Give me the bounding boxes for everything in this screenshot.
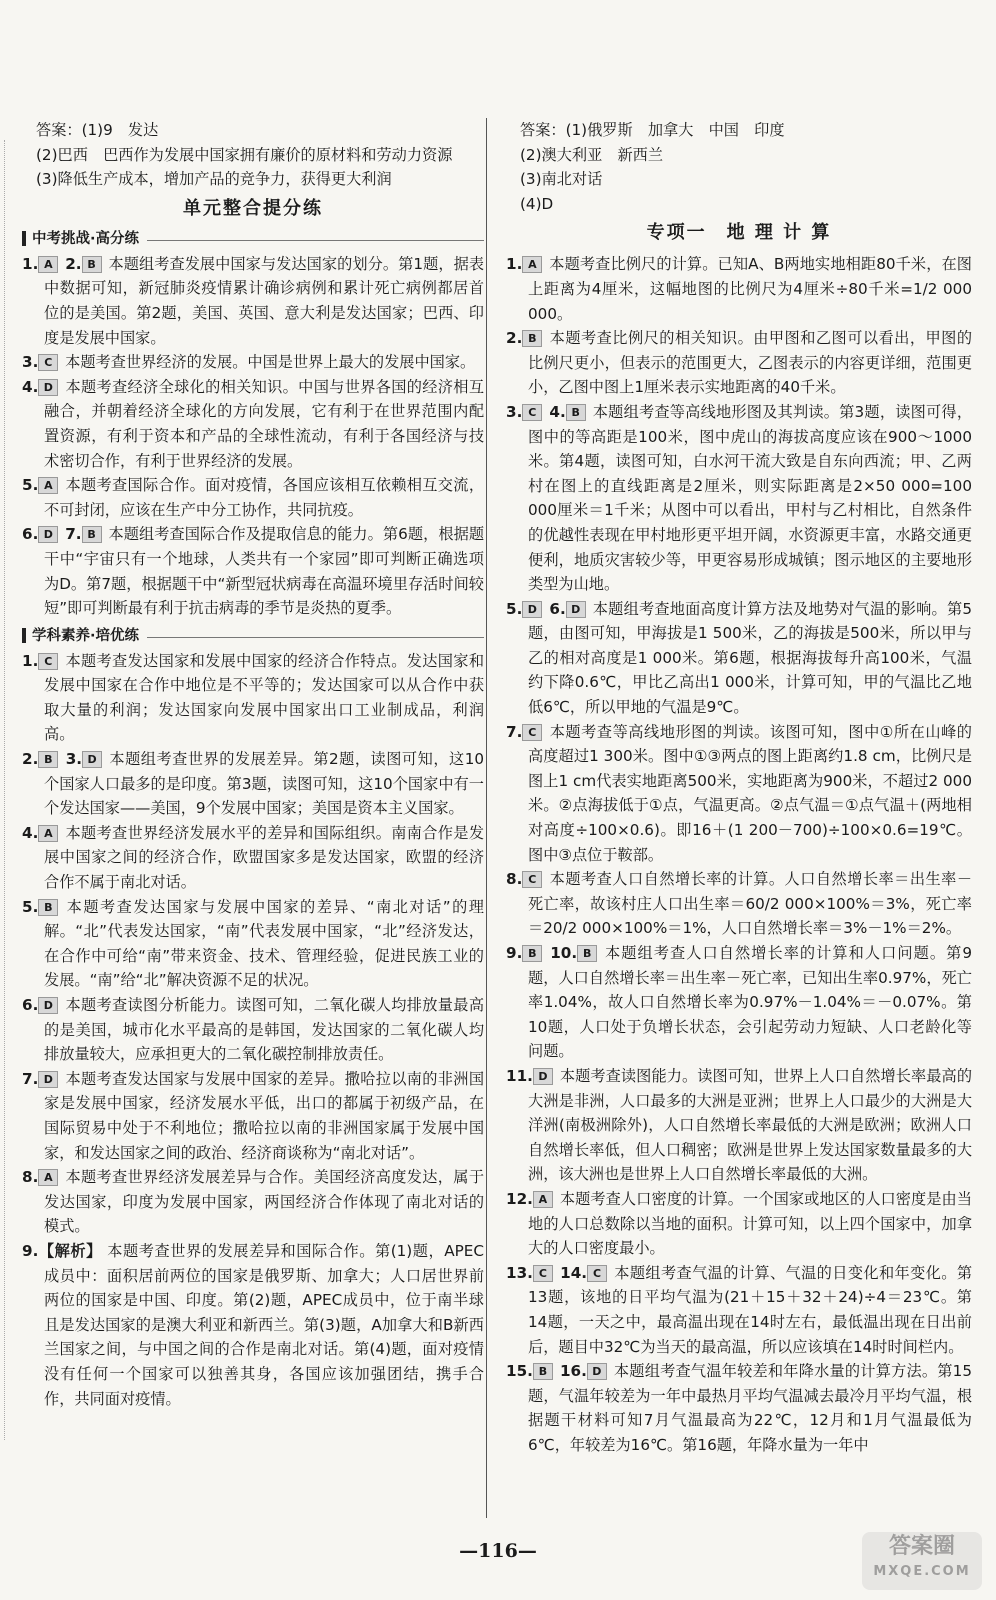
question-item: 1. C 本题考查发达国家和发展中国家的经济合作特点。发达国家和发展中国家在合作中地位是不平等的；发达国家可以从合作中获取大量的利润；发达国家向发展中国家出口工业制成品，利润高。 [22,651,485,744]
question-text: 本题考查经济全球化的相关知识。中国与世界各国的经济相互融合，并朝着经济全球化的方向发展，它有利于在世界范围内配置资源，有利于资本和产品的全球性流动，有利于各国经济与技术密切合作，有利于世界经济的发展。 [44,377,485,470]
question-item: 5. A 本题考查国际合作。面对疫情，各国应该相互依赖相互交流，不可封闭，应该在生产中分工协作，共同抗疫。 [22,476,485,519]
answer-badge: B [522,330,542,347]
answer-line4: (4)D [520,194,554,213]
answer-badge: B [522,945,542,962]
answer-badge: A [533,1191,553,1208]
right-column [506,118,972,1457]
question-text: 本题考查读图分析能力。读图可知，二氧化碳人均排放量最高的是美国，城市化水平最高的是韩国，发达国家的二氧化碳人均排放量较大，应承担更大的二氧化碳控制排放责任。 [44,996,485,1064]
question-text: 本题组考查等高线地形图及其判读。第3题，读图可得，图中的等高距是100米，图中虎山的海拔高度应该在900～1000米。第4题，读图可知，白水河干流大致是自东向西流；甲、乙两村在图上的直线距离是2厘米，则实际距离是2×50 000=100 000厘米＝1千米；从图中可以看出，甲村与乙村相比，自然条件的优越性表现在甲村地形更平坦开阔，水资源更丰富，水路交通更便利，地质灾害较少等，甲更容易形成城镇；图示地区的主要地形类型为山地。 [528,402,973,594]
answer-badge: D [587,1363,607,1380]
question-item: 9. B 10. B 本题组考查人口自然增长率的计算和人口问题。第9题，人口自然增长率＝出生率－死亡率，已知出生率0.97%，死亡率1.04%，故人口自然增长率为0.97%－1.04%＝－0.07%。第10题，人口处于负增长状态，会引起劳动力短缺、人口老龄化等问题。 [506,944,973,1061]
question-text: 本题考查世界经济的发展。中国是世界上最大的发展中国家。 [65,353,476,372]
question-item: 9.【解析】 本题考查世界的发展差异和国际合作。第(1)题，APEC成员中：面积居前两位的国家是俄罗斯、加拿大；人口居世界前两位的国家是中国、印度。第(2)题，APEC成员中，位于南半球且是发达国家的是澳大利亚和新西兰。第(3)题，A加拿大和B新西兰国家之间，与中国之间的合作是南北对话。第(4)题，面对疫情没有任何一个国家可以独善其身，各国应该加强团结，携手合作，共同面对疫情。 [22,1241,485,1408]
special-topic-title: 专项一 地 理 计 算 [646,222,832,244]
answer-badge: C [38,354,58,371]
question-text: 本题组考查气温年较差和年降水量的计算方法。第15题，气温年较差为一年中最热月平均气温减去最冷月平均气温，根据题干材料可知7月气温最高为22℃，12月和1月气温最低为6℃，年较差为16℃。第16题，年降水量为一年中 [528,1362,973,1454]
analysis-label: 【解析】 [38,1241,102,1260]
answer-badge: B [82,526,102,543]
section-bar-icon [22,628,26,643]
answer-badge: D [566,601,586,618]
answer-badge: B [38,751,58,768]
question-item: 4. D 本题考查经济全球化的相关知识。中国与世界各国的经济相互融合，并朝着经济全球化的方向发展，它有利于在世界范围内配置资源，有利于资本和产品的全球性流动，有利于各国经济与技术密切合作，有利于世界经济的发展。 [22,377,485,470]
answer-line1: 答案：(1)俄罗斯 加拿大 中国 印度 [520,121,785,139]
question-item: 5. B 本题考查发达国家与发展中国家的差异、“南北对话”的理解。“北”代表发达国家，“南”代表发展中国家，“北”经济发达，在合作中可给“南”带来资金、技术、管理经验，促进民族工业的发展。“南”给“北”解决资源不足的状况。 [22,897,484,990]
column-divider [486,118,487,1518]
left-column [22,118,484,1411]
answer-badge: B [566,404,586,421]
question-text: 本题考查世界经济发展水平的差异和国际组织。南南合作是发展中国家之间的经济合作，欧盟国家多是发达国家，欧盟的经济合作不属于南北对话。 [44,823,485,892]
question-item: 1. A 本题考查比例尺的计算。已知A、B两地实地相距80千米，在图上距离为4厘米，这幅地图的比例尺为4厘米÷80千米=1/2 000 000。 [506,255,972,323]
watermark-text: 答案圈 [888,1534,955,1559]
answer-badge: D [38,379,58,396]
question-text: 本题考查国际合作。面对疫情，各国应该相互依赖相互交流，不可封闭，应该在生产中分工协作，共同抗疫。 [44,476,485,519]
answer-badge: D [533,1068,553,1085]
question-text: 本题考查读图能力。读图可知，世界上人口自然增长率最高的大洲是非洲，人口最多的大洲是亚洲；世界上人口最少的大洲是大洋洲(南极洲除外)，人口自然增长率最低的大洲是欧洲；欧洲人口自然增长率低，但人口稠密；欧洲是世界上发达国家数量最多的大洲，该大洲也是世界上人口自然增长率最低的大洲。 [528,1066,973,1184]
question-text: 本题组考查世界的发展差异。第2题，读图可知，这10个国家人口最多的是印度。第3题，读图可知，这10个国家中有一个发达国家——美国，9个发展中国家；美国是资本主义国家。 [44,750,485,818]
answer-line3: (3)南北对话 [520,170,603,189]
answer-badge: C [38,653,58,670]
answer-badge: C [533,1265,553,1282]
answer-badge: D [38,526,58,543]
question-text: 本题组考查地面高度计算方法及地势对气温的影响。第5题，由图可知，甲海拔是1 500米，乙的海拔是500米，所以甲与乙的相对高度是1 000米。第6题，根据海拔每升高100米，气温约下降0.6℃，甲比乙高出1 000米，计算可知，甲的气温比乙地低6℃，所以甲地的气温是9℃。 [528,599,973,717]
answer-badge: C [522,871,542,888]
question-item: 15. B 16. D 本题组考查气温年较差和年降水量的计算方法。第15题，气温年较差为一年中最热月平均气温减去最冷月平均气温，根据题干材料可知7月气温最高为22℃，12月和1月气温最低为6℃，年较差为16℃。第16题，年降水量为一年中 [506,1362,973,1454]
answer-badge: A [38,1169,58,1186]
section-title: 学科素养·培优练 [32,627,140,644]
question-item: 8. C 本题考查人口自然增长率的计算。人口自然增长率＝出生率－死亡率，故该村庄人口出生率＝60/2 000×100%＝3%，死亡率＝20/2 000×100%＝1%，人口自然增长率＝3%－1%＝2%。 [506,870,973,938]
question-text: 本题组考查人口自然增长率的计算和人口问题。第9题，人口自然增长率＝出生率－死亡率，已知出生率0.97%，死亡率1.04%，故人口自然增长率为0.97%－1.04%＝－0.07%。第10题，人口处于负增长状态，会引起劳动力短缺、人口老龄化等问题。 [528,944,973,1061]
question-item: 2. B 本题考查比例尺的相关知识。由甲图和乙图可以看出，甲图的比例尺更小，但表示的范围更大，乙图表示的内容更详细，范围更小，乙图中图上1厘米表示实地距离的40千米。 [506,329,973,397]
answer-badge: D [522,601,542,618]
answer-badge: A [38,825,58,842]
answer-badge: C [587,1265,607,1282]
question-text: 本题考查等高线地形图的判读。该图可知，图中①所在山峰的高度超过1 300米。图中①③两点的图上距离约1.8 cm，比例尺是图上1 cm代表实地距离500米，实地距离为900米，不超过2 000米。②点海拔低于①点，气温更高。②点气温＝①点气温＋(两地相对高度÷100×0.6)。即16＋(1 200－700)÷100×0.6=19℃。图中③点位于鞍部。 [528,722,972,864]
question-text: 本题考查发达国家与发展中国家的差异。撒哈拉以南的非洲国家是发展中国家，经济发展水平低，出口的都属于初级产品，在国际贸易中处于不利地位；撒哈拉以南的非洲国家属于发展中国家，和发达国家之间的政治、经济商谈称为“南北对话”。 [44,1069,485,1162]
question-item: 6. D 本题考查读图分析能力。读图可知，二氧化碳人均排放量最高的是美国，城市化水平最高的是韩国，发达国家的二氧化碳人均排放量较大，应承担更大的二氧化碳控制排放责任。 [22,996,485,1064]
question-text: 本题组考查发展中国家与发达国家的划分。第1题，据表中数据可知，新冠肺炎疫情累计确诊病例和累计死亡病例都居首位的是美国。第2题，美国、英国、意大利是发达国家；巴西、印度是发展中国家。 [44,254,485,347]
question-item: 12. A 本题考查人口密度的计算。一个国家或地区的人口密度是由当地的人口总数除以当地的面积。计算可知，以上四个国家中，加拿大的人口密度最小。 [506,1189,973,1258]
intro-answer-line1: 答案：(1)9 发达 [36,121,159,139]
question-item: 2. B 3. D 本题组考查世界的发展差异。第2题，读图可知，这10个国家人口最多的是印度。第3题，读图可知，这10个国家中有一个发达国家——美国，9个发展中国家；美国是资本主义国家。 [22,750,485,818]
answer-line2: (2)澳大利亚 新西兰 [520,145,664,164]
answer-badge: B [533,1363,553,1380]
question-text: 本题考查发达国家与发展中国家的差异、“南北对话”的理解。“北”代表发达国家，“南”代表发展中国家，“北”经济发达，在合作中可给“南”带来资金、技术、管理经验，促进民族工业的发展。“南”给“北”解决资源不足的状况。 [44,897,484,990]
answer-badge: D [82,751,102,768]
page-number: —116— [459,1540,537,1562]
answer-badge: C [522,724,542,741]
question-item: 4. A 本题考查世界经济发展水平的差异和国际组织。南南合作是发展中国家之间的经济合作，欧盟国家多是发达国家，欧盟的经济合作不属于南北对话。 [22,823,485,892]
question-item: 1. A 2. B 本题组考查发展中国家与发达国家的划分。第1题，据表中数据可知，新冠肺炎疫情累计确诊病例和累计死亡病例都居首位的是美国。第2题，美国、英国、意大利是发达国家；巴西、印度是发展中国家。 [22,254,485,347]
question-text: 本题组考查国际合作及提取信息的能力。第6题，根据题干中“宇宙只有一个地球，人类共有一个家园”即可判断正确选项为D。第7题，根据题干中“新型冠状病毒在高温环境里存活时间较短”即可判断最有利于抗击病毒的季节是炎热的夏季。 [44,525,485,618]
question-text: 本题考查人口密度的计算。一个国家或地区的人口密度是由当地的人口总数除以当地的面积。计算可知，以上四个国家中，加拿大的人口密度最小。 [528,1189,973,1258]
answer-badge: B [38,899,58,916]
question-text: 本题考查人口自然增长率的计算。人口自然增长率＝出生率－死亡率，故该村庄人口出生率＝60/2 000×100%＝3%，死亡率＝20/2 000×100%＝1%，人口自然增长率＝3%－1%＝2%。 [528,870,973,938]
question-item: 3. C 4. B 本题组考查等高线地形图及其判读。第3题，读图可得，图中的等高距是100米，图中虎山的海拔高度应该在900～1000米。第4题，读图可知，白水河干流大致是自东向西流；甲、乙两村在图上的直线距离是2厘米，则实际距离是2×50 000=100 000厘米＝1千米；从图中可以看出，甲村与乙村相比，自然条件的优越性表现在甲村地形更平坦开阔，水资源更丰富，水路交通更便利，地质灾害较少等，甲更容易形成城镇；图示地区的主要地形类型为山地。 [506,402,973,594]
section-heading-literacy [22,625,484,647]
answer-badge: A [522,256,542,273]
answer-badge: D [38,997,58,1014]
answer-badge: D [38,1071,58,1088]
question-item: 6. D 7. B 本题组考查国际合作及提取信息的能力。第6题，根据题干中“宇宙只有一个地球，人类共有一个家园”即可判断正确选项为D。第7题，根据题干中“新型冠状病毒在高温环境里存活时间较短”即可判断最有利于抗击病毒的季节是炎热的夏季。 [22,525,485,618]
question-item: 5. D 6. D 本题组考查地面高度计算方法及地势对气温的影响。第5题，由图可知，甲海拔是1 500米，乙的海拔是500米，所以甲与乙的相对高度是1 000米。第6题，根据海拔每升高100米，气温约下降0.6℃，甲比乙高出1 000米，计算可知，甲的气温比乙地低6℃，所以甲地的气温是9℃。 [506,599,973,717]
answer-badge: A [38,477,58,494]
answer-badge: B [577,945,597,962]
answer-badge: B [82,256,102,273]
intro-answer-line2: (2)巴西 巴西作为发展中国家拥有廉价的原材料和劳动力资源 [36,145,453,164]
question-text: 本题考查比例尺的相关知识。由甲图和乙图可以看出，甲图的比例尺更小，但表示的范围更大，乙图表示的内容更详细，范围更小，乙图中图上1厘米表示实地距离的40千米。 [528,329,973,397]
answer-badge: C [522,404,542,421]
question-text: 本题考查比例尺的计算。已知A、B两地实地相距80千米，在图上距离为4厘米，这幅地图的比例尺为4厘米÷80千米=1/2 000 000。 [528,255,972,323]
intro-answer-line3: (3)降低生产成本，增加产品的竞争力，获得更大利润 [36,170,392,189]
answer-badge: A [38,256,58,273]
question-text: 本题考查发达国家和发展中国家的经济合作特点。发达国家和发展中国家在合作中地位是不平等的；发达国家可以从合作中获取大量的利润；发达国家向发展中国家出口工业制成品，利润高。 [44,651,485,744]
question-text: 本题考查世界的发展差异和国际合作。第(1)题，APEC成员中：面积居前两位的国家是俄罗斯、加拿大；人口居世界前两位的国家是中国、印度。第(2)题，APEC成员中，位于南半球且是发达国家的是澳大利亚和新西兰。第(3)题，A加拿大和B新西兰国家之间，与中国之间的合作是南北对话。第(4)题，面对疫情没有任何一个国家可以独善其身，各国应该加强团结，携手合作，共同面对疫情。 [44,1241,485,1408]
question-item: 7. C 本题考查等高线地形图的判读。该图可知，图中①所在山峰的高度超过1 300米。图中①③两点的图上距离约1.8 cm，比例尺是图上1 cm代表实地距离500米，实地距离为900米，不超过2 000米。②点海拔低于①点，气温更高。②点气温＝①点气温＋(两地相对高度÷100×0.6)。即16＋(1 200－700)÷100×0.6=19℃。图中③点位于鞍部。 [506,722,972,864]
question-item: 13. C 14. C 本题组考查气温的计算、气温的日变化和年变化。第13题，该地的日平均气温为(21＋15＋32＋24)÷4＝23℃。第14题，一天之中，最高温出现在14时左右，最低温出现在日出前后，题目中32℃为当天的最高温，所以应该填在14时时间栏内。 [506,1263,973,1356]
question-text: 本题考查世界经济发展差异与合作。美国经济高度发达，属于发达国家，印度为发展中国家，两国经济合作体现了南北对话的模式。 [44,1168,485,1236]
question-item: 7. D 本题考查发达国家与发展中国家的差异。撒哈拉以南的非洲国家是发展中国家，经济发展水平低，出口的都属于初级产品，在国际贸易中处于不利地位；撒哈拉以南的非洲国家属于发展中国家，和发达国家之间的政治、经济商谈称为“南北对话”。 [22,1069,485,1162]
question-text: 本题组考查气温的计算、气温的日变化和年变化。第13题，该地的日平均气温为(21＋15＋32＋24)÷4＝23℃。第14题，一天之中，最高温出现在14时左右，最低温出现在日出前后，题目中32℃为当天的最高温，所以应该填在14时时间栏内。 [528,1263,973,1356]
question-item: 8. A 本题考查世界经济发展差异与合作。美国经济高度发达，属于发达国家，印度为发展中国家，两国经济合作体现了南北对话的模式。 [22,1168,485,1236]
question-item: 11. D 本题考查读图能力。读图可知，世界上人口自然增长率最高的大洲是非洲，人口最多的大洲是亚洲；世界上人口最少的大洲是大洋洲(南极洲除外)，人口自然增长率最低的大洲是欧洲；欧洲人口自然增长率低，但人口稠密；欧洲是世界上发达国家数量最多的大洲，该大洲也是世界上人口自然增长率最低的大洲。 [506,1066,973,1184]
section-bar-icon [22,231,26,246]
binding-edge [4,140,8,1440]
watermark-url: MXQE.COM [873,1564,971,1579]
section-title: 中考挑战·高分练 [32,230,140,247]
section-heading-high-score [22,228,484,250]
unit-title: 单元整合提分练 [183,197,323,219]
question-item: 3. C 本题考查世界经济的发展。中国是世界上最大的发展中国家。 [22,353,476,372]
watermark-logo [862,1532,982,1590]
